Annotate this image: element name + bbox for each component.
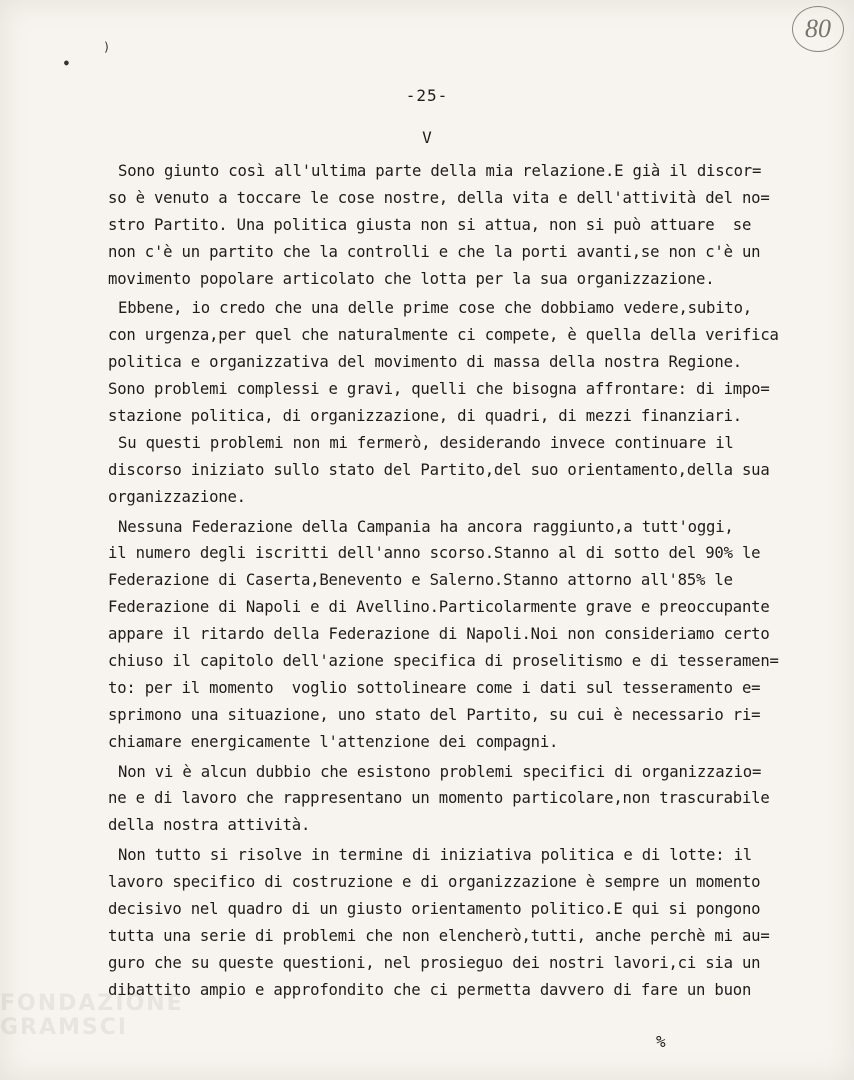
- body-text: [108, 158, 818, 1004]
- text-line: dibattito ampio e approfondito che ci permetta davvero di fare un buon: [108, 980, 752, 999]
- ink-speck: ): [103, 40, 111, 54]
- text-line: Nessuna Federazione della Campania ha ancora raggiunto,a tutt'oggi,: [118, 517, 734, 536]
- text-line: ne e di lavoro che rappresentano un momento particolare,non trascurabile: [108, 789, 770, 808]
- ink-speck: ●: [64, 58, 69, 67]
- text-line: Sono problemi complessi e gravi, quelli che bisogna affrontare: di impo=: [108, 380, 770, 399]
- text-line: so è venuto a toccare le cose nostre, della vita e dell'attività del no=: [108, 188, 770, 207]
- text-line: stazione politica, di organizzazione, di quadri, di mezzi finanziari.: [108, 407, 742, 426]
- section-numeral: V: [422, 128, 432, 147]
- text-line: Sono giunto così all'ultima parte della mia relazione.E già il discor=: [118, 162, 762, 180]
- text-line: politica e organizzativa del movimento di massa della nostra Regione.: [108, 353, 742, 372]
- text-line: guro che su queste questioni, nel prosieguo dei nostri lavori,ci sia un: [108, 953, 761, 972]
- text-line: chiuso il capitolo dell'azione specifica di proselitismo e di tesseramen=: [108, 652, 779, 671]
- text-line: to: per il momento voglio sottolineare come i dati sul tesseramento e=: [108, 678, 761, 697]
- text-line: sprimono una situazione, uno stato del Partito, su cui è necessario ri=: [108, 705, 761, 724]
- text-line: Non tutto si risolve in termine di iniziativa politica e di lotte: il: [118, 846, 752, 865]
- text-line: della nostra attività.: [108, 816, 311, 835]
- archive-number-stamp: [792, 6, 844, 52]
- text-line: non c'è un partito che la controlli e che la porti avanti,se non c'è un: [108, 242, 761, 261]
- text-line: tutta una serie di problemi che non elencherò,tutti, anche perchè mi au=: [108, 926, 770, 945]
- page-number: -25-: [405, 86, 449, 105]
- text-line: stro Partito. Una politica giusta non si attua, non si può attuare se: [108, 215, 752, 234]
- text-line: discorso iniziato sullo stato del Partito,del suo orientamento,della sua: [108, 460, 770, 479]
- text-line: Su questi problemi non mi fermerò, desiderando invece continuare il: [118, 433, 734, 452]
- text-line: organizzazione.: [108, 487, 246, 506]
- text-line: il numero degli iscritti dell'anno scorso.Stanno al di sotto del 90% le: [108, 544, 761, 563]
- text-line: Federazione di Caserta,Benevento e Salerno.Stanno attorno all'85% le: [108, 571, 733, 590]
- text-line: decisivo nel quadro di un giusto orientamento politico.E qui si pongono: [108, 900, 761, 919]
- text-line: con urgenza,per quel che naturalmente ci compete, è quella della verifica: [108, 326, 779, 345]
- text-line: Ebbene, io credo che una delle prime cose che dobbiamo vedere,subito,: [118, 299, 752, 318]
- archive-number: 80: [805, 14, 831, 43]
- text-line: movimento popolare articolato che lotta per la sua organizzazione.: [108, 269, 715, 288]
- text-line: Federazione di Napoli e di Avellino.Particolarmente grave e preoccupante: [108, 598, 770, 617]
- continuation-mark: %: [656, 1032, 666, 1051]
- text-line: lavoro specifico di costruzione e di organizzazione è sempre un momento: [108, 873, 761, 892]
- text-line: Non vi è alcun dubbio che esistono problemi specifici di organizzazio=: [118, 762, 762, 781]
- text-line: appare il ritardo della Federazione di Napoli.Noi non consideriamo certo: [108, 625, 770, 644]
- archive-watermark: FONDAZIONE GRAMSCI: [0, 991, 184, 1040]
- text-line: chiamare energicamente l'attenzione dei compagni.: [108, 732, 559, 751]
